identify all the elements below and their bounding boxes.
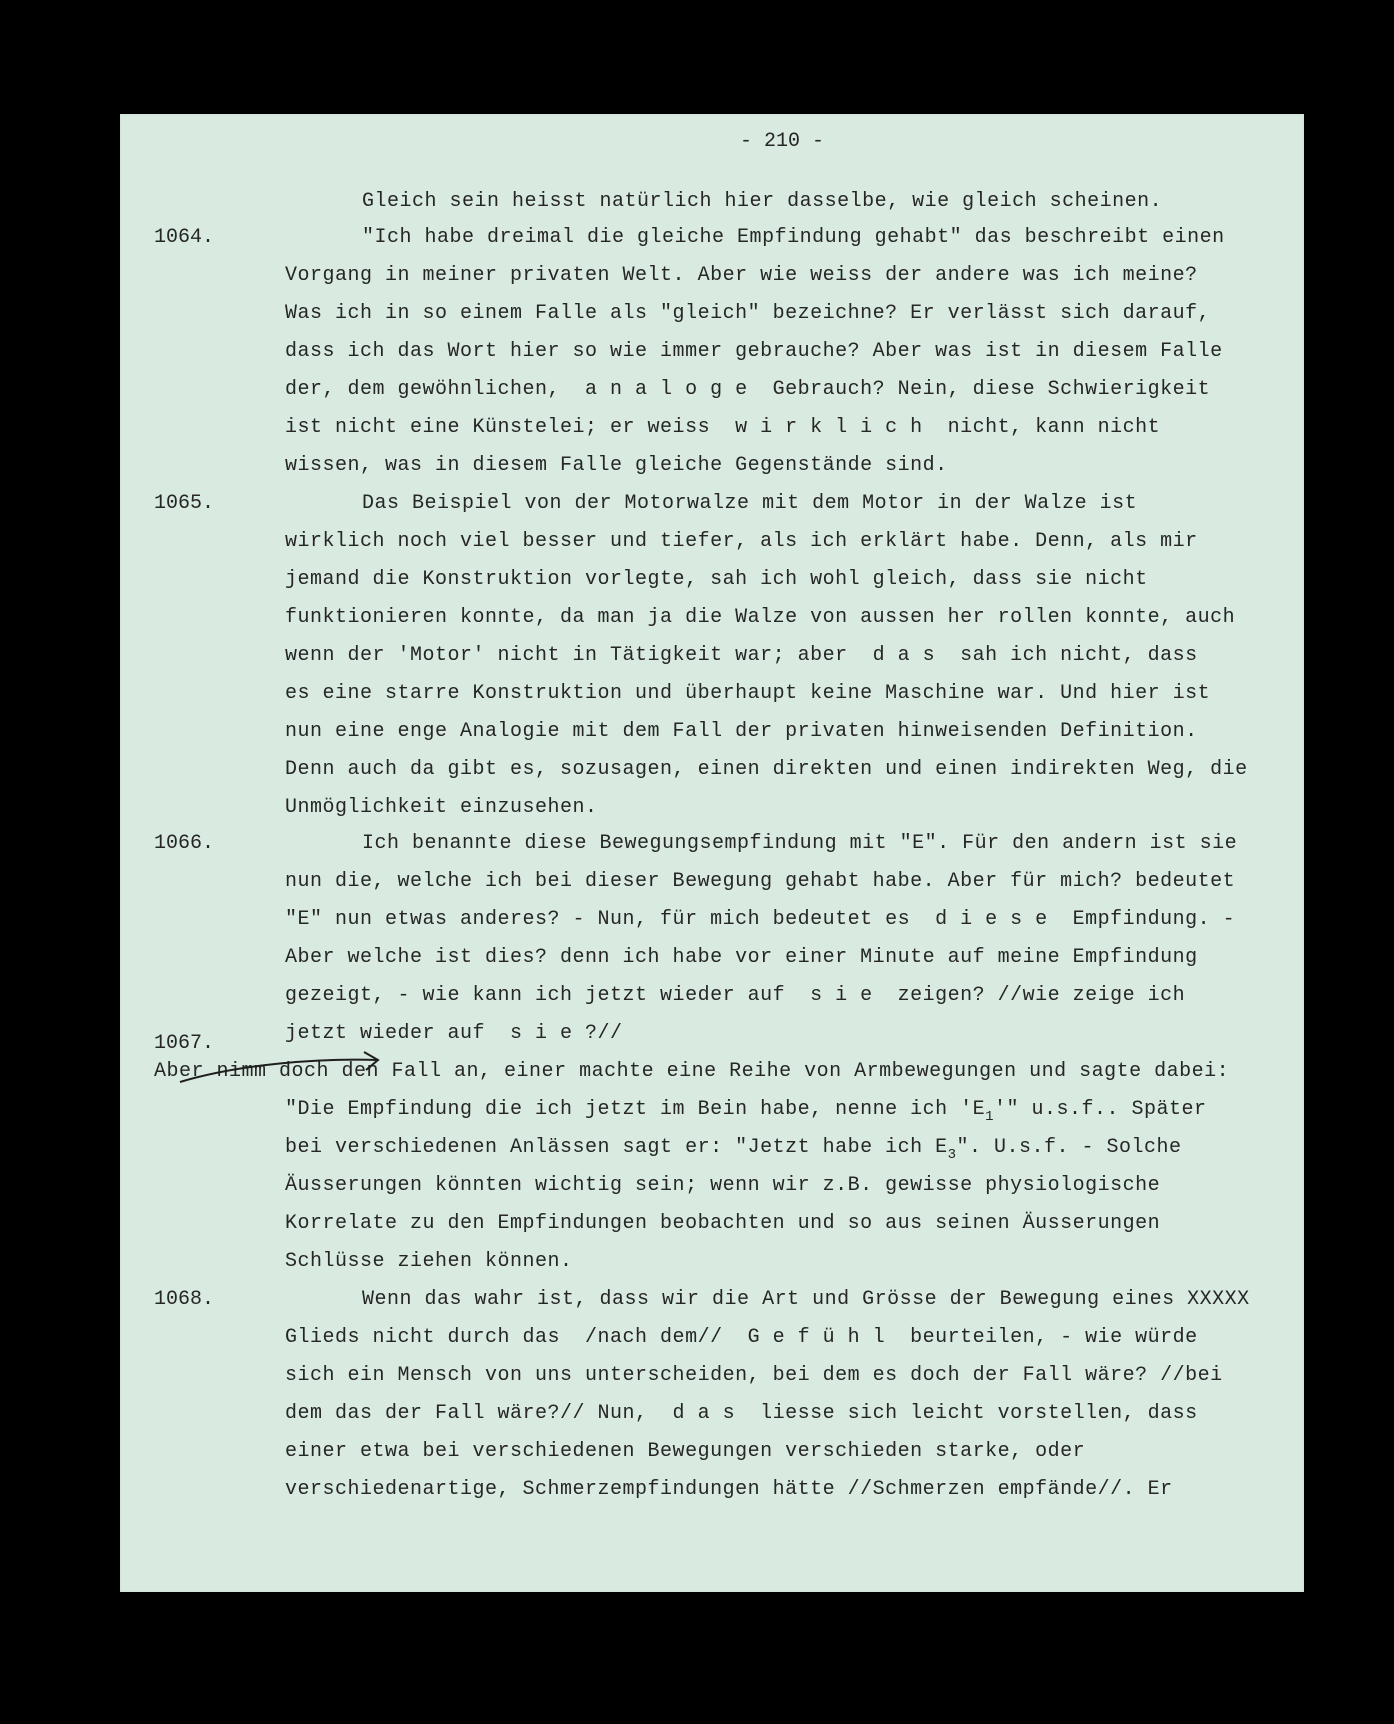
page-number: - 210 -	[740, 130, 825, 153]
text-line: wirklich noch viel besser und tiefer, als ich erklärt habe. Denn, als mir	[285, 530, 1198, 553]
text-line: Unmöglichkeit einzusehen.	[285, 796, 598, 819]
text-fragment: bei verschiedenen Anlässen sagt er: "Jetzt habe ich E	[285, 1136, 948, 1159]
text-line: ist nicht eine Künstelei; er weiss w i r k l i c h nicht, kann nicht	[285, 416, 1161, 439]
text-line: verschiedenartige, Schmerzempfindungen hätte //Schmerzen empfände//. Er	[285, 1478, 1173, 1501]
text-line: Was ich in so einem Falle als "gleich" bezeichne? Er verlässt sich darauf,	[285, 302, 1211, 325]
section-number-1065: 1065.	[154, 492, 215, 515]
text-line: Wenn das wahr ist, dass wir die Art und Grösse der Bewegung eines XXXXX	[362, 1288, 1250, 1311]
section-number-1067: 1067.	[154, 1032, 215, 1055]
text-line: dem das der Fall wäre?// Nun, d a s liesse sich leicht vorstellen, dass	[285, 1402, 1198, 1425]
text-line: Vorgang in meiner privaten Welt. Aber wie weiss der andere was ich meine?	[285, 264, 1198, 287]
text-line: Ich benannte diese Bewegungsempfindung mit "E". Für den andern ist sie	[362, 832, 1238, 855]
section-number-1066: 1066.	[154, 832, 215, 855]
typescript-page	[120, 114, 1304, 1592]
text-line: wissen, was in diesem Falle gleiche Gegenstände sind.	[285, 454, 948, 477]
text-line: der, dem gewöhnlichen, a n a l o g e Gebrauch? Nein, diese Schwierigkeit	[285, 378, 1211, 401]
text-fragment: ". U.s.f. - Solche	[956, 1136, 1182, 1159]
handwritten-arrow	[120, 114, 1304, 1592]
text-line: gezeigt, - wie kann ich jetzt wieder auf s i e zeigen? //wie zeige ich	[285, 984, 1186, 1007]
text-line: nun die, welche ich bei dieser Bewegung gehabt habe. Aber für mich? bedeutet	[285, 870, 1236, 893]
text-line: Das Beispiel von der Motorwalze mit dem Motor in der Walze ist	[362, 492, 1138, 515]
text-line: nun eine enge Analogie mit dem Fall der privaten hinweisenden Definition.	[285, 720, 1198, 743]
text-line: Gleich sein heisst natürlich hier dasselbe, wie gleich scheinen.	[362, 190, 1163, 213]
text-line: Äusserungen könnten wichtig sein; wenn wir z.B. gewisse physiologische	[285, 1174, 1161, 1197]
text-line: es eine starre Konstruktion und überhaupt keine Maschine war. Und hier ist	[285, 682, 1211, 705]
text-line: jetzt wieder auf s i e ?//	[285, 1022, 623, 1045]
text-line: Korrelate zu den Empfindungen beobachten und so aus seinen Äusserungen	[285, 1212, 1161, 1235]
subscript: 3	[947, 1147, 957, 1163]
text-line: wenn der 'Motor' nicht in Tätigkeit war; aber d a s sah ich nicht, dass	[285, 644, 1198, 667]
text-line: Aber nimm doch den Fall an, einer machte eine Reihe von Armbewegungen und sagte dabei:	[154, 1060, 1230, 1083]
text-line: Schlüsse ziehen können.	[285, 1250, 573, 1273]
text-line: einer etwa bei verschiedenen Bewegungen verschieden starke, oder	[285, 1440, 1086, 1463]
section-number-1064: 1064.	[154, 226, 215, 249]
text-fragment: '" u.s.f.. Später	[994, 1098, 1207, 1121]
text-line: "E" nun etwas anderes? - Nun, für mich bedeutet es d i e s e Empfindung. -	[285, 908, 1236, 931]
section-number-1068: 1068.	[154, 1288, 215, 1311]
text-line: jemand die Konstruktion vorlegte, sah ich wohl gleich, dass sie nicht	[285, 568, 1148, 591]
text-line: Denn auch da gibt es, sozusagen, einen direkten und einen indirekten Weg, die	[285, 758, 1248, 781]
text-line: dass ich das Wort hier so wie immer gebrauche? Aber was ist in diesem Falle	[285, 340, 1223, 363]
text-line: funktionieren konnte, da man ja die Walze von aussen her rollen konnte, auch	[285, 606, 1236, 629]
text-line: "Ich habe dreimal die gleiche Empfindung gehabt" das beschreibt einen	[362, 226, 1225, 249]
text-fragment: "Die Empfindung die ich jetzt im Bein habe, nenne ich 'E	[285, 1098, 986, 1121]
subscript: 1	[985, 1109, 995, 1125]
text-line: Glieds nicht durch das /nach dem// G e f ü h l beurteilen, - wie würde	[285, 1326, 1198, 1349]
text-line: Aber welche ist dies? denn ich habe vor einer Minute auf meine Empfindung	[285, 946, 1198, 969]
text-line: sich ein Mensch von uns unterscheiden, bei dem es doch der Fall wäre? //bei	[285, 1364, 1223, 1387]
